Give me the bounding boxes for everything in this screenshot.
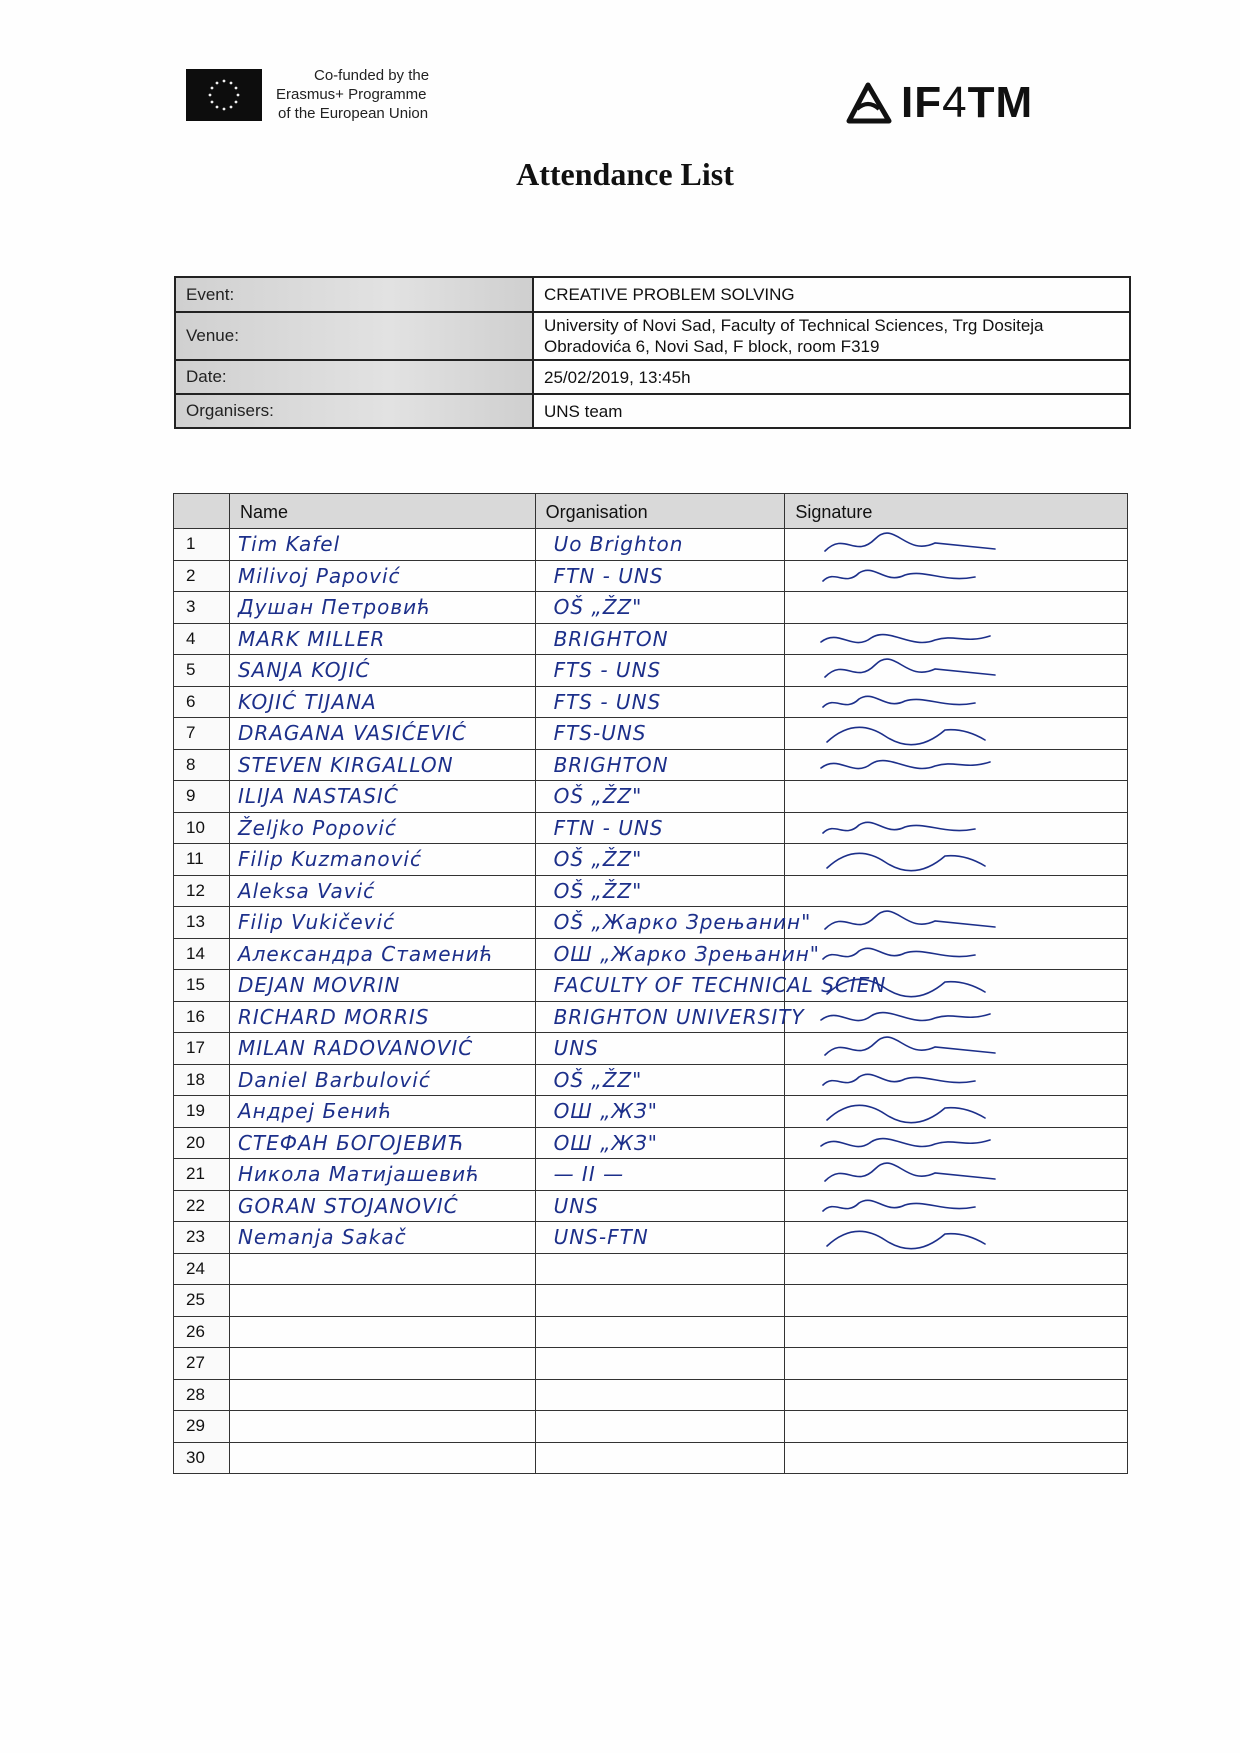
signature-cell	[785, 718, 1128, 750]
info-label: Venue:	[175, 312, 533, 360]
row-number: 21	[174, 1159, 230, 1191]
organisation-cell	[535, 560, 785, 592]
signature-mark	[815, 1004, 1015, 1032]
organisation-cell	[535, 623, 785, 655]
signature-cell	[785, 686, 1128, 718]
organisation-cell	[535, 1442, 785, 1474]
organisation-cell	[535, 1285, 785, 1317]
organisation-cell	[535, 1348, 785, 1380]
attendance-rows	[174, 529, 1128, 1474]
table-row	[174, 1222, 1128, 1254]
row-number: 29	[174, 1411, 230, 1443]
signature-cell	[785, 875, 1128, 907]
name-cell	[229, 844, 535, 876]
handwritten-organisation: UNS-FTN	[553, 1225, 649, 1249]
signature-mark	[815, 846, 1015, 874]
organisation-cell	[535, 1222, 785, 1254]
signature-cell	[785, 1033, 1128, 1065]
organisation-cell	[535, 875, 785, 907]
organisation-cell	[535, 592, 785, 624]
row-number: 8	[174, 749, 230, 781]
name-cell	[229, 686, 535, 718]
attendance-table	[173, 493, 1128, 1474]
organisation-cell	[535, 655, 785, 687]
row-number: 17	[174, 1033, 230, 1065]
col-header-organisation: Organisation	[535, 494, 785, 529]
name-cell	[229, 718, 535, 750]
name-cell	[229, 655, 535, 687]
signature-cell	[785, 1411, 1128, 1443]
table-row	[174, 686, 1128, 718]
handwritten-name: Filip Kuzmanović	[237, 847, 422, 871]
signature-cell	[785, 1064, 1128, 1096]
name-cell	[229, 1001, 535, 1033]
handwritten-organisation: — II —	[553, 1162, 625, 1186]
organisation-cell	[535, 1253, 785, 1285]
table-row	[174, 1064, 1128, 1096]
eu-text-line: Co-funded by the	[314, 67, 430, 84]
row-number: 19	[174, 1096, 230, 1128]
table-row	[174, 1379, 1128, 1411]
name-cell	[229, 1411, 535, 1443]
table-row	[174, 781, 1128, 813]
signature-cell	[785, 1348, 1128, 1380]
table-row	[174, 592, 1128, 624]
table-row	[174, 875, 1128, 907]
if4tm-logo	[843, 78, 1033, 128]
name-cell	[229, 1442, 535, 1474]
signature-cell	[785, 1159, 1128, 1191]
name-cell	[229, 1285, 535, 1317]
info-row	[175, 360, 1130, 394]
handwritten-name: RICHARD MORRIS	[237, 1004, 430, 1029]
handwritten-organisation: BRIGHTON	[553, 626, 669, 651]
handwritten-organisation: BRIGHTON UNIVERSITY	[553, 1004, 805, 1029]
eu-cofunding-text	[276, 66, 429, 123]
table-row	[174, 560, 1128, 592]
organisation-cell	[535, 1159, 785, 1191]
row-number: 9	[174, 781, 230, 813]
signature-cell	[785, 1096, 1128, 1128]
signature-cell	[785, 749, 1128, 781]
signature-cell	[785, 1127, 1128, 1159]
handwritten-name: Aleksa Vavić	[237, 878, 376, 903]
eu-cofunding-block	[186, 66, 429, 123]
signature-mark	[815, 720, 1015, 748]
signature-mark	[815, 1098, 1015, 1126]
name-cell	[229, 938, 535, 970]
signature-cell	[785, 781, 1128, 813]
handwritten-organisation: ОШ „ЖЗ"	[553, 1130, 658, 1155]
row-number: 4	[174, 623, 230, 655]
info-value: UNS team	[533, 394, 1130, 428]
row-number: 5	[174, 655, 230, 687]
signature-mark	[815, 531, 1015, 559]
row-number: 6	[174, 686, 230, 718]
signature-mark	[815, 563, 1015, 591]
handwritten-name: Milivoj Papović	[237, 563, 401, 588]
table-row	[174, 1348, 1128, 1380]
name-cell	[229, 875, 535, 907]
handwritten-name: SANJA KOJIĆ	[237, 658, 371, 682]
signature-cell	[785, 655, 1128, 687]
table-row	[174, 812, 1128, 844]
table-row	[174, 844, 1128, 876]
handwritten-organisation: UNS	[553, 1193, 599, 1218]
row-number: 28	[174, 1379, 230, 1411]
organisation-cell	[535, 1064, 785, 1096]
row-number: 18	[174, 1064, 230, 1096]
row-number: 10	[174, 812, 230, 844]
signature-cell	[785, 1285, 1128, 1317]
signature-cell	[785, 970, 1128, 1002]
handwritten-organisation: OŠ „ŽZ"	[553, 1067, 643, 1092]
col-header-number	[174, 494, 230, 529]
handwritten-organisation: OŠ „ŽZ"	[553, 784, 643, 808]
organisation-cell	[535, 529, 785, 561]
handwritten-organisation: FTN - UNS	[553, 563, 664, 588]
table-row	[174, 938, 1128, 970]
row-number: 12	[174, 875, 230, 907]
handwritten-name: DRAGANA VASIĆEVIĆ	[237, 721, 467, 745]
signature-cell	[785, 1222, 1128, 1254]
handwritten-name: GORAN STOJANOVIĆ	[237, 1193, 459, 1218]
handwritten-name: ILIJA NASTASIĆ	[237, 784, 399, 808]
organisation-cell	[535, 1001, 805, 1033]
signature-mark	[815, 815, 1015, 843]
name-cell	[229, 592, 535, 624]
organisation-cell	[535, 686, 785, 718]
info-label: Event:	[175, 277, 533, 312]
handwritten-name: Nemanja Sakač	[237, 1225, 407, 1249]
name-cell	[229, 781, 535, 813]
name-cell	[229, 1127, 535, 1159]
info-value: 25/02/2019, 13:45h	[533, 360, 1130, 394]
table-row	[174, 970, 1128, 1002]
table-row	[174, 1190, 1128, 1222]
signature-cell	[785, 844, 1128, 876]
table-row	[174, 1411, 1128, 1443]
organisation-cell	[535, 938, 820, 970]
handwritten-name: DEJAN MOVRIN	[237, 973, 401, 997]
name-cell	[229, 1096, 535, 1128]
row-number: 14	[174, 938, 230, 970]
organisation-cell	[535, 907, 812, 939]
attendance-header-row	[174, 494, 1128, 529]
signature-mark	[815, 1130, 1015, 1158]
organisation-cell	[535, 1096, 785, 1128]
signature-cell	[785, 1442, 1128, 1474]
signature-cell	[785, 1190, 1128, 1222]
row-number: 11	[174, 844, 230, 876]
signature-mark	[815, 1161, 1015, 1189]
table-row	[174, 1001, 1128, 1033]
event-info-table	[174, 276, 1131, 429]
handwritten-organisation: FTS - UNS	[553, 658, 662, 682]
handwritten-name: Daniel Barbulović	[237, 1067, 431, 1092]
signature-cell	[785, 1001, 1128, 1033]
eu-flag-icon	[186, 69, 262, 121]
table-row	[174, 1127, 1128, 1159]
table-row	[174, 1096, 1128, 1128]
table-row	[174, 907, 1128, 939]
row-number: 25	[174, 1285, 230, 1317]
handwritten-name: MILAN RADOVANOVIĆ	[237, 1036, 474, 1060]
name-cell	[229, 1379, 535, 1411]
signature-mark	[815, 657, 1015, 685]
signature-cell	[785, 529, 1128, 561]
name-cell	[229, 749, 535, 781]
signature-mark	[815, 972, 1015, 1000]
signature-mark	[815, 689, 1015, 717]
organisation-cell	[535, 1379, 785, 1411]
signature-mark	[815, 941, 1015, 969]
row-number: 13	[174, 907, 230, 939]
name-cell	[229, 1253, 535, 1285]
table-row	[174, 1285, 1128, 1317]
signature-cell	[785, 1253, 1128, 1285]
handwritten-organisation: ОШ „Жарко Зрењанин"	[553, 941, 820, 966]
signature-mark	[815, 626, 1015, 654]
handwritten-name: СТЕФАН БОГОЈЕВИЋ	[237, 1130, 465, 1155]
handwritten-name: Андреј Бенић	[237, 1099, 393, 1123]
signature-mark	[815, 1224, 1015, 1252]
signature-mark	[815, 1035, 1015, 1063]
organisation-cell	[535, 970, 887, 1002]
row-number: 3	[174, 592, 230, 624]
eu-text-line: Erasmus+ Programme	[276, 86, 427, 103]
handwritten-name: KOJIĆ TIJANA	[237, 689, 377, 714]
info-value: University of Novi Sad, Faculty of Technical Sciences, Trg Dositeja Obradovića 6, Novi Sad, F block, room F319	[533, 312, 1130, 360]
handwritten-organisation: OŠ „ŽZ"	[553, 847, 643, 871]
signature-mark	[815, 909, 1015, 937]
row-number: 2	[174, 560, 230, 592]
signature-cell	[785, 938, 1128, 970]
name-cell	[229, 970, 535, 1002]
organisation-cell	[535, 1316, 785, 1348]
row-number: 27	[174, 1348, 230, 1380]
organisation-cell	[535, 1033, 785, 1065]
table-row	[174, 1316, 1128, 1348]
signature-cell	[785, 812, 1128, 844]
organisation-cell	[535, 749, 785, 781]
handwritten-organisation: FACULTY OF TECHNICAL SCIEN	[553, 973, 887, 997]
col-header-signature: Signature	[785, 494, 1128, 529]
col-header-name: Name	[229, 494, 535, 529]
handwritten-organisation: Uo Brighton	[553, 532, 684, 556]
table-row	[174, 1253, 1128, 1285]
organisation-cell	[535, 718, 785, 750]
table-row	[174, 749, 1128, 781]
name-cell	[229, 1190, 535, 1222]
info-row	[175, 277, 1130, 312]
page-title: Attendance List	[516, 156, 734, 192]
handwritten-organisation: FTN - UNS	[553, 815, 664, 840]
handwritten-name: Filip Vukičević	[237, 910, 396, 934]
signature-cell	[785, 1316, 1128, 1348]
logo-wordmark: IF4TM	[901, 78, 1034, 127]
name-cell	[229, 1033, 535, 1065]
table-row	[174, 655, 1128, 687]
handwritten-name: Željko Popović	[237, 815, 397, 840]
info-row	[175, 312, 1130, 360]
row-number: 24	[174, 1253, 230, 1285]
handwritten-organisation: UNS	[553, 1036, 599, 1060]
organisation-cell	[535, 844, 785, 876]
row-number: 23	[174, 1222, 230, 1254]
handwritten-organisation: ОШ „ЖЗ"	[553, 1099, 658, 1123]
row-number: 26	[174, 1316, 230, 1348]
signature-cell	[785, 1379, 1128, 1411]
handwritten-name: Александра Стаменић	[237, 941, 494, 966]
table-row	[174, 1033, 1128, 1065]
organisation-cell	[535, 812, 785, 844]
row-number: 30	[174, 1442, 230, 1474]
handwritten-organisation: OŠ „ŽZ"	[553, 595, 643, 619]
handwritten-name: Душан Петровић	[237, 595, 432, 619]
name-cell	[229, 623, 535, 655]
handwritten-name: STEVEN KIRGALLON	[237, 752, 454, 777]
table-row	[174, 623, 1128, 655]
handwritten-name: MARK MILLER	[237, 626, 386, 651]
signature-cell	[785, 592, 1128, 624]
table-row	[174, 529, 1128, 561]
row-number: 1	[174, 529, 230, 561]
row-number: 15	[174, 970, 230, 1002]
row-number: 20	[174, 1127, 230, 1159]
signature-mark	[815, 1193, 1015, 1221]
handwritten-organisation: OŠ „ŽZ"	[553, 878, 643, 903]
organisation-cell	[535, 1127, 785, 1159]
info-row	[175, 394, 1130, 428]
table-row	[174, 718, 1128, 750]
handwritten-organisation: FTS - UNS	[553, 689, 662, 714]
handwritten-organisation: BRIGHTON	[553, 752, 669, 777]
name-cell	[229, 529, 535, 561]
table-row	[174, 1159, 1128, 1191]
handwritten-organisation: FTS-UNS	[553, 721, 647, 745]
info-value: CREATIVE PROBLEM SOLVING	[533, 277, 1130, 312]
name-cell	[229, 1064, 535, 1096]
organisation-cell	[535, 781, 785, 813]
signature-mark	[815, 752, 1015, 780]
name-cell	[229, 1348, 535, 1380]
row-number: 7	[174, 718, 230, 750]
name-cell	[229, 812, 535, 844]
eu-text-line: of the European Union	[278, 105, 429, 122]
handwritten-organisation: OŠ „Жарко Зрењанин"	[553, 910, 812, 934]
handwritten-name: Никола Матијашевић	[237, 1162, 481, 1186]
name-cell	[229, 1316, 535, 1348]
signature-cell	[785, 907, 1128, 939]
organisation-cell	[535, 1190, 785, 1222]
signature-cell	[785, 623, 1128, 655]
triangle-knot-icon	[843, 81, 893, 125]
info-label: Organisers:	[175, 394, 533, 428]
name-cell	[229, 907, 535, 939]
handwritten-name: Tim Kafel	[237, 532, 341, 556]
organisation-cell	[535, 1411, 785, 1443]
signature-mark	[815, 1067, 1015, 1095]
table-row	[174, 1442, 1128, 1474]
row-number: 16	[174, 1001, 230, 1033]
name-cell	[229, 560, 535, 592]
info-label: Date:	[175, 360, 533, 394]
name-cell	[229, 1222, 535, 1254]
name-cell	[229, 1159, 535, 1191]
row-number: 22	[174, 1190, 230, 1222]
signature-cell	[785, 560, 1128, 592]
